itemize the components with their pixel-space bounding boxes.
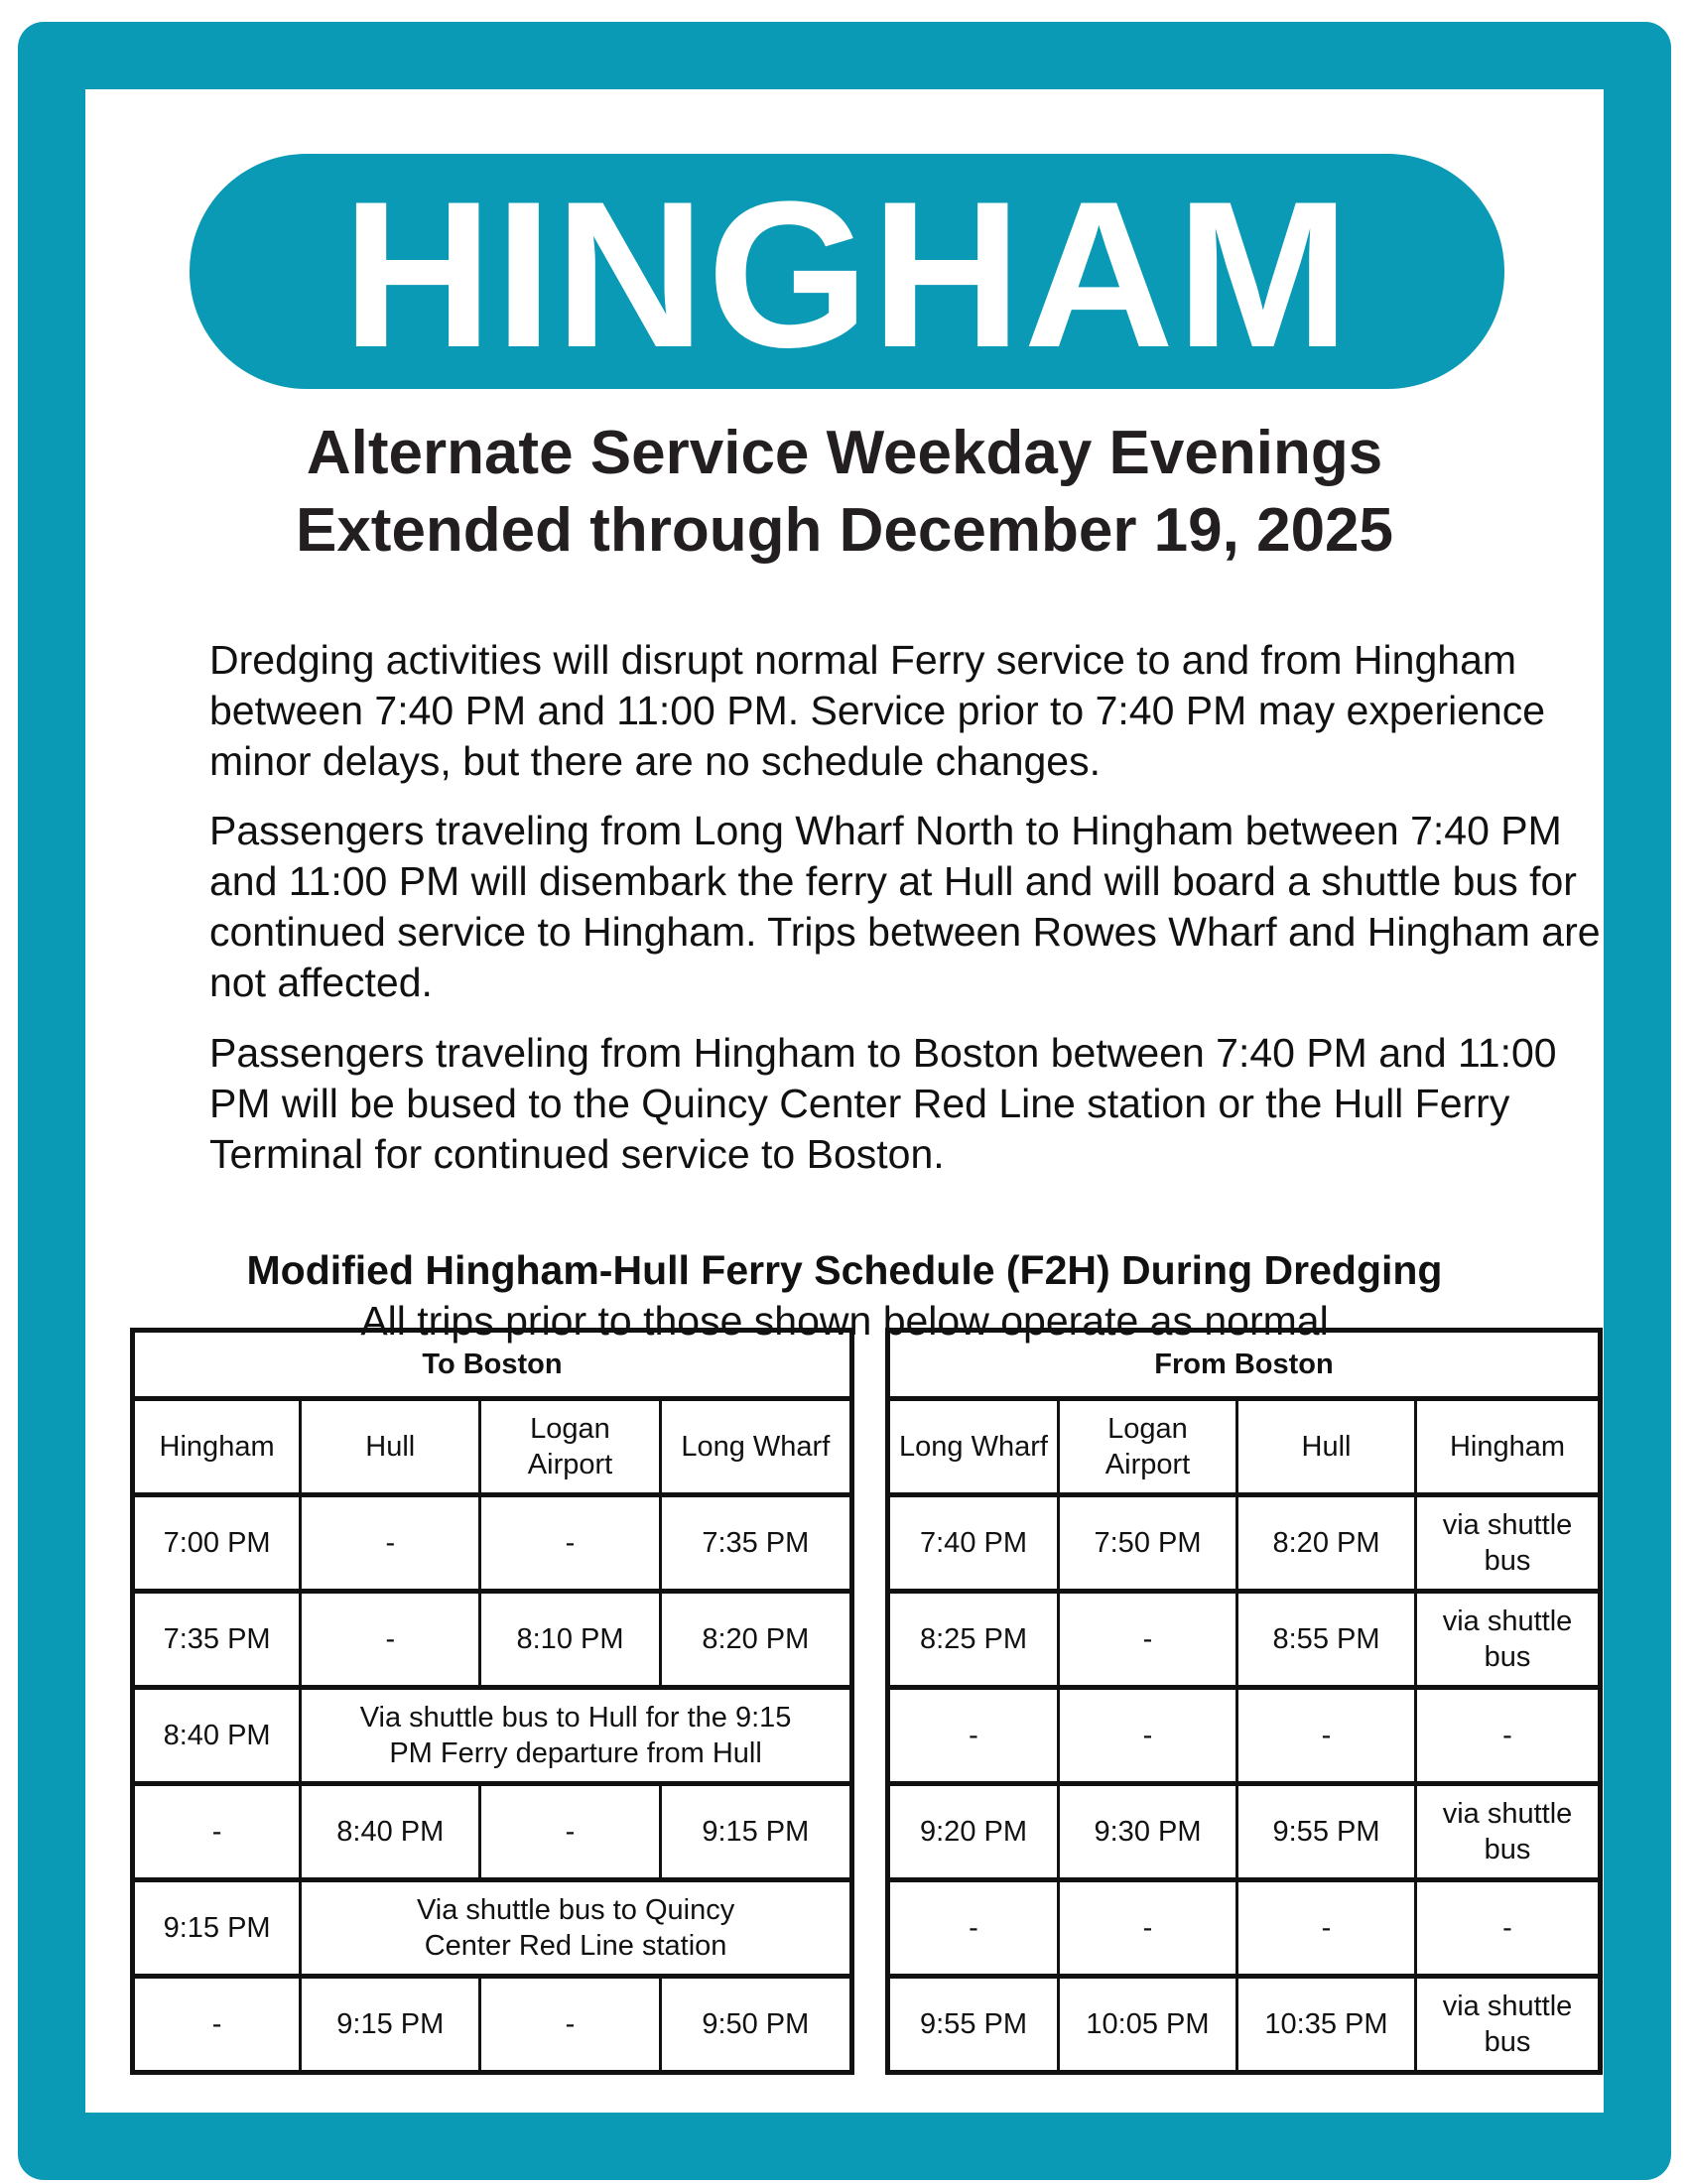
paragraph-dredging-notice: Dredging activities will disrupt normal Ferry service to and from Hingham between 7:40 PM and 11:00 PM. Service prior to 7:40 PM may experience minor delays, but there are no schedule changes.	[209, 637, 1546, 784]
table-row	[133, 1688, 852, 1784]
table-cell: via shuttle bus	[1416, 1592, 1601, 1688]
table-cell: -	[1237, 1688, 1416, 1784]
table-cell: -	[1059, 1688, 1237, 1784]
table-cell: 9:15 PM	[301, 1977, 480, 2073]
table-cell: -	[301, 1592, 480, 1688]
subtitle-line-1: Alternate Service Weekday Evenings	[306, 419, 1383, 487]
table-cell: 7:40 PM	[888, 1495, 1059, 1592]
page-border-frame	[18, 22, 1671, 2180]
table-cell: -	[301, 1495, 480, 1592]
table-row	[133, 1880, 852, 1977]
table-cell: -	[1237, 1880, 1416, 1977]
page-title: HINGHAM	[341, 157, 1353, 391]
column-header: Logan Airport	[480, 1399, 660, 1495]
table-cell: 10:05 PM	[1059, 1977, 1237, 2073]
column-header: Hull	[301, 1399, 480, 1495]
paragraph-from-long-wharf: Passengers traveling from Long Wharf North to Hingham between 7:40 PM and 11:00 PM will disembark the ferry at Hull and will board a shuttle bus for continued service to Hingham. Trips between Rowes Wharf and Hingham are not affected.	[209, 808, 1601, 1005]
table-cell: 9:50 PM	[660, 1977, 851, 2073]
table-cell: 9:20 PM	[888, 1784, 1059, 1880]
table-cell: 9:15 PM	[660, 1784, 851, 1880]
table-row	[888, 1784, 1601, 1880]
notice-panel	[85, 89, 1604, 2113]
column-header: Long Wharf	[888, 1399, 1059, 1495]
table-row	[888, 1977, 1601, 2073]
table-cell: 9:30 PM	[1059, 1784, 1237, 1880]
column-header: Long Wharf	[660, 1399, 851, 1495]
table-row	[133, 1495, 852, 1592]
table-cell: 9:55 PM	[888, 1977, 1059, 2073]
table-cell: -	[480, 1495, 660, 1592]
table-row	[888, 1880, 1601, 1977]
table-cell: -	[133, 1784, 301, 1880]
table-cell: 7:35 PM	[133, 1592, 301, 1688]
table-cell: -	[1059, 1592, 1237, 1688]
paragraph-to-boston: Passengers traveling from Hingham to Boston between 7:40 PM and 11:00 PM will be bused to the Quincy Center Red Line station or the Hull Ferry Terminal for continued service to Boston.	[209, 1030, 1557, 1177]
table-cell: -	[888, 1880, 1059, 1977]
to-boston-header-row	[133, 1399, 852, 1495]
table-cell: via shuttle bus	[1416, 1977, 1601, 2073]
notice-subtitle	[85, 415, 1604, 570]
table-cell: -	[480, 1977, 660, 2073]
table-row	[133, 1977, 852, 2073]
from-boston-table	[885, 1328, 1603, 2075]
table-cell: 9:55 PM	[1237, 1784, 1416, 1880]
schedule-heading: Modified Hingham-Hull Ferry Schedule (F2H) During Dredging	[246, 1247, 1443, 1293]
table-row	[888, 1688, 1601, 1784]
table-cell: -	[888, 1688, 1059, 1784]
column-header: Hingham	[133, 1399, 301, 1495]
to-boston-table	[130, 1328, 854, 2075]
to-boston-title: To Boston	[133, 1331, 852, 1399]
subtitle-line-2: Extended through December 19, 2025	[295, 496, 1394, 565]
column-header: Hingham	[1416, 1399, 1601, 1495]
table-row	[888, 1592, 1601, 1688]
table-cell: 8:25 PM	[888, 1592, 1059, 1688]
table-row	[133, 1592, 852, 1688]
table-cell: 8:40 PM	[301, 1784, 480, 1880]
table-cell: -	[133, 1977, 301, 2073]
schedule-note: All trips prior to those shown below operate as normal	[360, 1298, 1329, 1344]
from-boston-title: From Boston	[888, 1331, 1601, 1399]
table-cell: -	[480, 1784, 660, 1880]
table-cell: 8:20 PM	[660, 1592, 851, 1688]
table-cell: 10:35 PM	[1237, 1977, 1416, 2073]
table-cell: 7:50 PM	[1059, 1495, 1237, 1592]
shuttle-note-cell: Via shuttle bus to Hull for the 9:15 PM Ferry departure from Hull	[301, 1688, 852, 1784]
table-cell: -	[1416, 1880, 1601, 1977]
header-banner	[190, 154, 1504, 389]
column-header: Logan Airport	[1059, 1399, 1237, 1495]
table-row	[133, 1784, 852, 1880]
table-cell: -	[1059, 1880, 1237, 1977]
table-cell: 8:20 PM	[1237, 1495, 1416, 1592]
table-cell: 8:55 PM	[1237, 1592, 1416, 1688]
table-row	[888, 1495, 1601, 1592]
table-cell: 8:10 PM	[480, 1592, 660, 1688]
table-cell: via shuttle bus	[1416, 1784, 1601, 1880]
from-boston-header-row	[888, 1399, 1601, 1495]
table-cell: 7:00 PM	[133, 1495, 301, 1592]
table-cell: -	[1416, 1688, 1601, 1784]
table-cell: 7:35 PM	[660, 1495, 851, 1592]
shuttle-note-cell: Via shuttle bus to Quincy Center Red Line station	[301, 1880, 852, 1977]
column-header: Hull	[1237, 1399, 1416, 1495]
table-cell: 8:40 PM	[133, 1688, 301, 1784]
table-cell: via shuttle bus	[1416, 1495, 1601, 1592]
table-cell: 9:15 PM	[133, 1880, 301, 1977]
